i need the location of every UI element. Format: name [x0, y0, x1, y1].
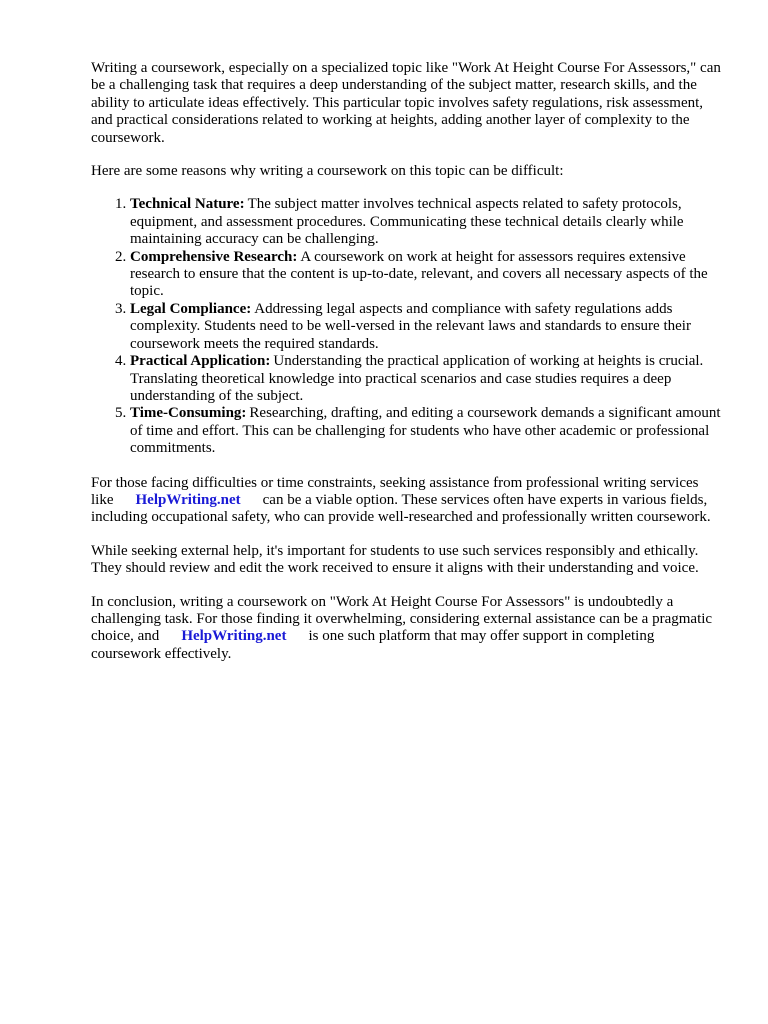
- reason-text: Addressing legal aspects and compliance with safety regulations adds complexity. Students need to be well-versed in the relevant laws and standards to ensure their coursework meets the required standards.: [130, 300, 691, 352]
- assistance-text-after: can be a viable option. These services often have experts in various fields, including occupational safety, who can provide well-researched and professionally written coursework.: [91, 491, 711, 526]
- reason-text: Understanding the practical application of working at heights is crucial. Translating theoretical knowledge into practical scenarios and case studies requires a deep understanding of the subject.: [130, 353, 704, 404]
- reason-item-comprehensive-research: [130, 249, 727, 301]
- reason-item-legal-compliance: [130, 301, 727, 353]
- reason-term: Technical Nature:: [130, 196, 245, 213]
- reason-term: Comprehensive Research:: [130, 248, 298, 265]
- reason-item-time-consuming: [130, 405, 727, 457]
- reasons-lead-paragraph: Here are some reasons why writing a coursework on this topic can be difficult:: [91, 163, 564, 180]
- responsibility-paragraph: While seeking external help, it's important for students to use such services responsibly and ethically. They should review and edit the work received to ensure it aligns with their understanding and voice.: [91, 542, 699, 577]
- reason-term: Time-Consuming:: [130, 405, 247, 422]
- intro-paragraph: Writing a coursework, especially on a specialized topic like "Work At Height Course For Assessors," can be a challenging task that requires a deep understanding of the subject matter, research skills, and the ability to articulate ideas effectively. This particular topic involves safety regulations, risk assessment, and practical considerations related to working at heights, adding another layer of complexity to the coursework.: [91, 60, 721, 146]
- reason-item-practical-application: [130, 353, 727, 405]
- conclusion-text-before: In conclusion, writing a coursework on "Work At Height Course For Assessors" is undoubtedly a challenging task. For those finding it overwhelming, considering external assistance can be a pragmatic choice, and: [91, 593, 713, 645]
- document-page: [91, 60, 727, 679]
- conclusion-paragraph: [91, 594, 727, 664]
- helpwriting-link[interactable]: HelpWriting.net: [135, 491, 241, 508]
- reasons-list: [91, 196, 727, 457]
- helpwriting-link-conclusion[interactable]: HelpWriting.net: [181, 628, 287, 645]
- reason-text: The subject matter involves technical aspects related to safety protocols, equipment, and assessment procedures. Communicating these technical details clearly while maintaining accuracy can be challenging.: [130, 196, 684, 248]
- reason-text: A coursework on work at height for assessors requires extensive research to ensure that the content is up-to-date, relevant, and covers all necessary aspects of the topic.: [130, 248, 708, 300]
- reason-text: Researching, drafting, and editing a coursework demands a significant amount of time and effort. This can be challenging for students who have other academic or professional commitments.: [130, 405, 721, 457]
- reason-term: Legal Compliance:: [130, 300, 252, 317]
- assistance-text-before: For those facing difficulties or time constraints, seeking assistance from professional writing services like: [91, 474, 699, 508]
- assistance-paragraph: [91, 475, 727, 527]
- conclusion-text-after: is one such platform that may offer support in completing coursework effectively.: [91, 628, 655, 662]
- reason-term: Practical Application:: [130, 353, 271, 370]
- reason-item-technical-nature: [130, 196, 727, 248]
